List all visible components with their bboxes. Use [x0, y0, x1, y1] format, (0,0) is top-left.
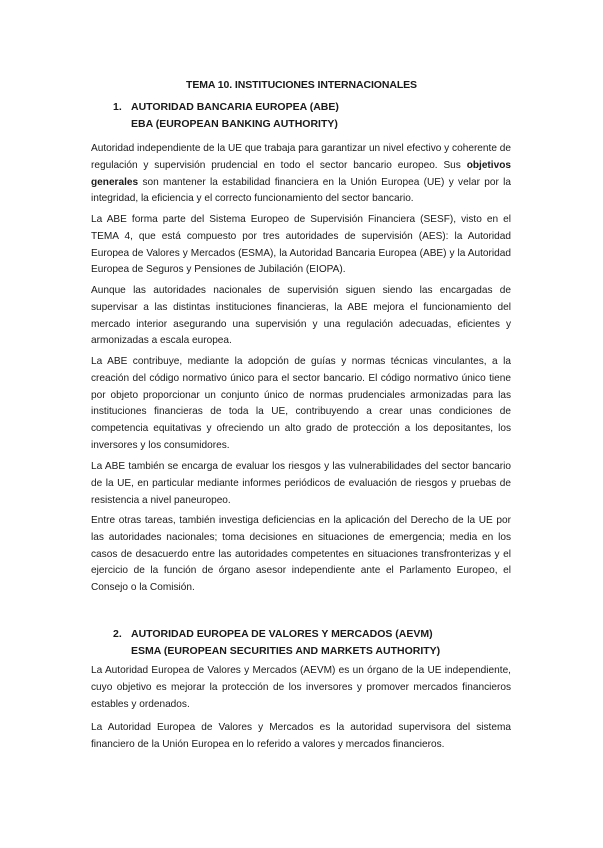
section-1-paragraph-1: Autoridad independiente de la UE que trabaja para garantizar un nivel efectivo y coherente de regulación y supervisión prudencial en todo el sector bancario europeo. Sus objetivos generales son mantener la estabilidad financiera en la Unión Europea (UE) y velar por la integridad, la eficiencia y el correcto funcionamiento del sector bancario.: [91, 143, 511, 205]
section-2-paragraph-2: La Autoridad Europea de Valores y Mercados es la autoridad supervisora del sistema financiero de la Unión Europea en lo referido a valores y mercados financieros.: [91, 722, 511, 750]
section-1-heading-line2: EBA (EUROPEAN BANKING AUTHORITY): [131, 118, 338, 130]
section-1-paragraph-5: La ABE también se encarga de evaluar los riesgos y las vulnerabilidades del sector bancario de la UE, en particular mediante informes periódicos de evaluación de riesgos y pruebas de resistencia a nivel paneuropeo.: [91, 461, 511, 506]
section-1-paragraph-6: Entre otras tareas, también investiga deficiencias en la aplicación del Derecho de la UE por las autoridades nacionales; toma decisiones en situaciones de emergencia; media en los casos de desacuerdo entre las autoridades competentes en situaciones transfronterizas y el ejercicio de la función de órgano asesor independiente ante el Parlamento Europeo, el Consejo o la Comisión.: [91, 515, 511, 594]
section-1-heading: [113, 99, 339, 133]
section-1-number: 1.: [113, 101, 122, 113]
page-title: TEMA 10. INSTITUCIONES INTERNACIONALES: [186, 79, 417, 91]
bold-term: objetivos generales: [91, 159, 511, 188]
section-2-heading-line2: ESMA (EUROPEAN SECURITIES AND MARKETS AUTHORITY): [131, 645, 441, 657]
section-1-paragraph-3: Aunque las autoridades nacionales de supervisión siguen siendo las encargadas de supervisar a las distintas instituciones financieras, la ABE mejora el funcionamiento del mercado interior asegurando una supervisión y una regulación adecuadas, eficientes y armonizadas a escala europea.: [91, 285, 511, 347]
section-2-number: 2.: [113, 628, 122, 640]
section-2-paragraph-1: La Autoridad Europea de Valores y Mercados (AEVM) es un órgano de la UE independiente, cuyo objetivo es mejorar la protección de los inversores y promover mercados financieros estables y ordenados.: [91, 665, 511, 710]
section-1-heading-line1: AUTORIDAD BANCARIA EUROPEA (ABE): [131, 101, 339, 113]
section-1-paragraph-4: La ABE contribuye, mediante la adopción de guías y normas técnicas vinculantes, a la creación del código normativo único para el sector bancario. El código normativo único tiene por objeto proporcionar un conjunto único de normas prudenciales armonizadas para las instituciones financieras de toda la UE, contribuyendo a crear unas condiciones de competencia equitativas y ofreciendo un alto grado de protección a los depositantes, los inversores y los consumidores.: [91, 356, 511, 451]
section-1-paragraph-2: La ABE forma parte del Sistema Europeo de Supervisión Financiera (SESF), visto en el TEMA 4, que está compuesto por tres autoridades de supervisión (AES): la Autoridad Europea de Valores y Mercados (ESMA), la Autoridad Bancaria Europea (ABE) y la Autoridad Europea de Seguros y Pensiones de Jubilación (EIOPA).: [91, 214, 511, 276]
section-2-heading-line1: AUTORIDAD EUROPEA DE VALORES Y MERCADOS (AEVM): [131, 628, 433, 640]
section-2-heading: [113, 626, 440, 660]
